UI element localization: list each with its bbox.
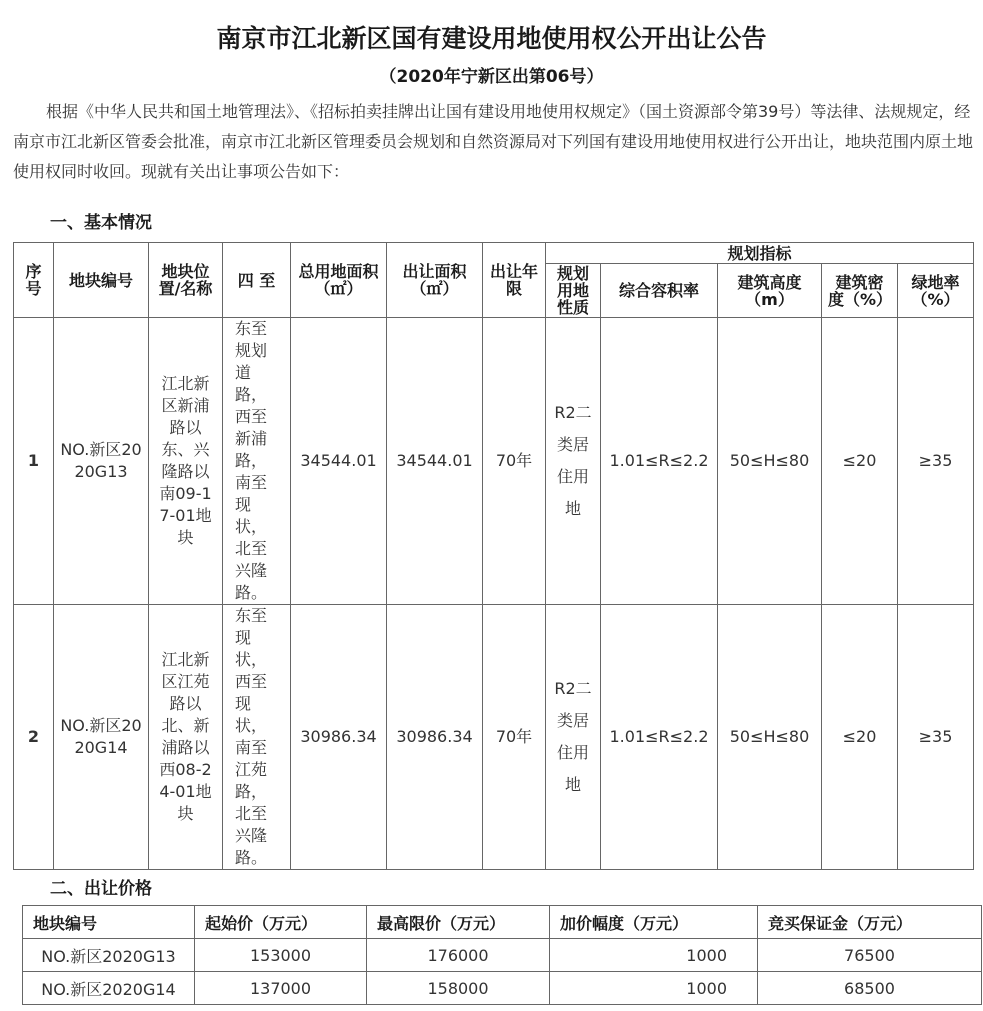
price-table (22, 905, 982, 1005)
section-heading-basic-info: 一、基本情况 (50, 213, 152, 233)
table-row (23, 939, 982, 972)
price-increment: 1000 (550, 972, 758, 1005)
row-location: 江北新区新浦路以东、兴隆路以南09-17-01地块 (149, 318, 223, 605)
row-green: ≥35 (898, 605, 974, 870)
row-seq: 1 (14, 318, 54, 605)
header-height: 建筑高度（m） (718, 264, 822, 318)
intro-paragraph: 根据《中华人民共和国土地管理法》、《招标拍卖挂牌出让国有建设用地使用权规定》（国土资源部令第39号）等法律、法规规定，经南京市江北新区管委会批准，南京市江北新区管理委员会规划和自然资源局对下列国有建设用地使用权进行公开出让，地块范围内原土地使用权同时收回。现就有关出让事项公告如下： (13, 102, 974, 181)
row-sale-area: 30986.34 (387, 605, 483, 870)
header-sale-area: 出让面积（㎡） (387, 243, 483, 318)
land-info-table (13, 242, 974, 870)
row-term: 70年 (483, 318, 546, 605)
table-row (14, 318, 974, 605)
row-density: ≤20 (822, 605, 898, 870)
price-code: NO.新区2020G14 (23, 972, 195, 1005)
row-total-area: 34544.01 (291, 318, 387, 605)
header-term: 出让年限 (483, 243, 546, 318)
row-far: 1.01≤R≤2.2 (601, 318, 718, 605)
row-code: NO.新区2020G13 (54, 318, 149, 605)
header-use: 规划用地性质 (546, 264, 601, 318)
row-code: NO.新区2020G14 (54, 605, 149, 870)
section-heading-price: 二、出让价格 (50, 879, 152, 899)
row-bounds: 东至现状，西至现状，南至江苑路，北至兴隆路。 (223, 605, 291, 870)
price-increment: 1000 (550, 939, 758, 972)
header-seq: 序号 (14, 243, 54, 318)
price-header-max: 最高限价（万元） (367, 906, 550, 939)
header-planning: 规划指标 (546, 243, 974, 264)
row-green: ≥35 (898, 318, 974, 605)
row-height: 50≤H≤80 (718, 605, 822, 870)
row-bounds: 东至规划道路，西至新浦路，南至现状，北至兴隆路。 (223, 318, 291, 605)
table-row (14, 605, 974, 870)
table-row (23, 972, 982, 1005)
price-deposit: 68500 (758, 972, 982, 1005)
row-seq: 2 (14, 605, 54, 870)
row-sale-area: 34544.01 (387, 318, 483, 605)
header-density: 建筑密度（%） (822, 264, 898, 318)
row-location: 江北新区江苑路以北、新浦路以西08-24-01地块 (149, 605, 223, 870)
price-deposit: 76500 (758, 939, 982, 972)
row-total-area: 30986.34 (291, 605, 387, 870)
price-header-deposit: 竞买保证金（万元） (758, 906, 982, 939)
row-height: 50≤H≤80 (718, 318, 822, 605)
price-start: 153000 (195, 939, 367, 972)
price-max: 176000 (367, 939, 550, 972)
header-green: 绿地率（%） (898, 264, 974, 318)
price-header-increment: 加价幅度（万元） (550, 906, 758, 939)
row-use: R2二类居住用地 (546, 318, 601, 605)
price-start: 137000 (195, 972, 367, 1005)
row-term: 70年 (483, 605, 546, 870)
header-bounds: 四 至 (223, 243, 291, 318)
row-far: 1.01≤R≤2.2 (601, 605, 718, 870)
header-total-area: 总用地面积（㎡） (291, 243, 387, 318)
row-density: ≤20 (822, 318, 898, 605)
page-title: 南京市江北新区国有建设用地使用权公开出让公告 (216, 24, 767, 53)
header-far: 综合容积率 (601, 264, 718, 318)
price-header-start: 起始价（万元） (195, 906, 367, 939)
price-code: NO.新区2020G13 (23, 939, 195, 972)
price-max: 158000 (367, 972, 550, 1005)
header-location: 地块位置/名称 (149, 243, 223, 318)
header-code: 地块编号 (54, 243, 149, 318)
row-use: R2二类居住用地 (546, 605, 601, 870)
announcement-number: （2020年宁新区出第06号） (379, 67, 604, 87)
price-header-code: 地块编号 (23, 906, 195, 939)
